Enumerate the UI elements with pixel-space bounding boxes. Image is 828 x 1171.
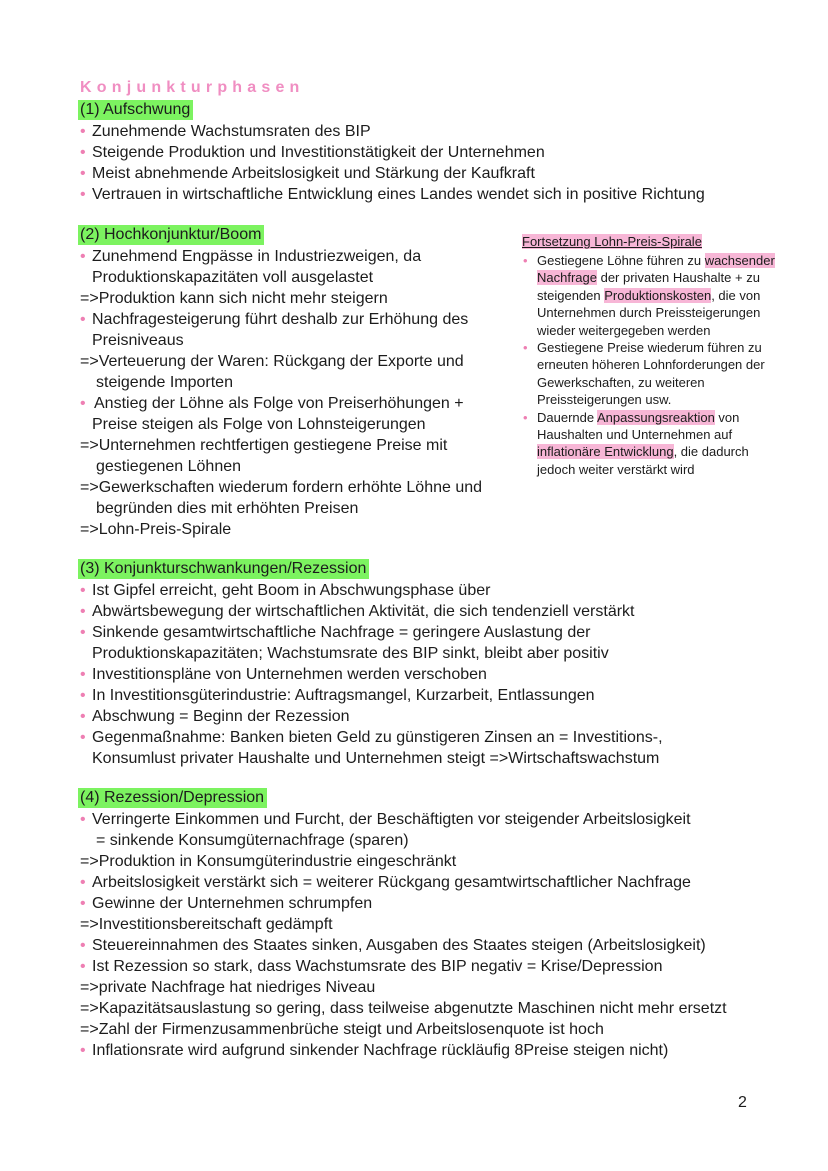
side-continuation-line: erneuten höheren Lohnforderungen der [537, 357, 765, 373]
arrow-line: =>Produktion kann sich nicht mehr steigern [80, 290, 388, 307]
continuation-line: Produktionskapazitäten voll ausgelastet [92, 269, 374, 286]
bullet-item: • Gegenmaßnahme: Banken bieten Geld zu günstigeren Zinsen an = Investitions-, [80, 727, 663, 748]
side-continuation-line: Nachfrage der privaten Haushalte + zu [537, 270, 760, 286]
bullet-item: • Ist Gipfel erreicht, geht Boom in Abschwungsphase über [80, 580, 663, 601]
bullet-item: • Meist abnehmende Arbeitslosigkeit und Stärkung der Kaufkraft [80, 163, 705, 184]
section-heading: (2) Hochkonjunktur/Boom [78, 225, 264, 245]
bullet-item: • Sinkende gesamtwirtschaftliche Nachfrage = geringere Auslastung der [80, 622, 663, 643]
arrow-line: =>Gewerkschaften wiederum fordern erhöhte Löhne und [80, 479, 483, 496]
bullet-item: • Gewinne der Unternehmen schrumpfen [80, 893, 727, 914]
bullet-item: • Abschwung = Beginn der Rezession [80, 706, 663, 727]
bullet-item: • Verringerte Einkommen und Furcht, der Beschäftigten vor steigender Arbeitslosigkeit [80, 809, 727, 830]
side-note-lohn-preis-spirale [522, 233, 802, 478]
continuation-line: = sinkende Konsumgüternachfrage (sparen) [96, 832, 409, 849]
section-aufschwung [80, 100, 705, 205]
arrow-line: =>Zahl der Firmenzusammenbrüche steigt und Arbeitslosenquote ist hoch [80, 1021, 604, 1038]
side-bullet-item: • Gestiegene Preise wiederum führen zu [522, 339, 802, 356]
section-rezession-depression [80, 788, 727, 1061]
side-note-title: Fortsetzung Lohn-Preis-Spirale [522, 234, 702, 249]
section-hochkonjunktur [80, 225, 482, 540]
side-continuation-line: inflationäre Entwicklung, die dadurch [537, 444, 749, 460]
arrow-line: =>Produktion in Konsumgüterindustrie eingeschränkt [80, 853, 457, 870]
continuation-line: begründen dies mit erhöhten Preisen [96, 500, 359, 517]
section-heading: (4) Rezession/Depression [78, 788, 267, 808]
bullet-item: • Anstieg der Löhne als Folge von Preiserhöhungen + [80, 393, 482, 414]
bullet-item: • Abwärtsbewegung der wirtschaftlichen Aktivität, die sich tendenziell verstärkt [80, 601, 663, 622]
continuation-line: Preisniveaus [92, 332, 184, 349]
continuation-line: Preise steigen als Folge von Lohnsteigerungen [92, 416, 426, 433]
side-bullet-item: • Gestiegene Löhne führen zu wachsender [522, 252, 802, 269]
arrow-line: =>Unternehmen rechtfertigen gestiegene Preise mit [80, 437, 448, 454]
continuation-line: gestiegenen Löhnen [96, 458, 242, 475]
section-heading: (1) Aufschwung [78, 100, 193, 120]
side-continuation-line: Unternehmen durch Preissteigerungen [537, 305, 761, 321]
bullet-item: • Ist Rezession so stark, dass Wachstumsrate des BIP negativ = Krise/Depression [80, 956, 727, 977]
side-continuation-line: Gewerkschaften, zu weiteren [537, 374, 705, 390]
bullet-item: • Arbeitslosigkeit verstärkt sich = weiterer Rückgang gesamtwirtschaftlicher Nachfrage [80, 872, 727, 893]
arrow-line: =>Lohn-Preis-Spirale [80, 521, 232, 538]
continuation-line: Produktionskapazitäten; Wachstumsrate des BIP sinkt, bleibt aber positiv [92, 645, 609, 662]
bullet-item: • Vertrauen in wirtschaftliche Entwicklung eines Landes wendet sich in positive Richtung [80, 184, 705, 205]
bullet-item: • Nachfragesteigerung führt deshalb zur Erhöhung des [80, 309, 482, 330]
bullet-item: • Steuereinnahmen des Staates sinken, Ausgaben des Staates steigen (Arbeitslosigkeit) [80, 935, 727, 956]
side-continuation-line: wieder weitergegeben werden [537, 322, 711, 338]
bullet-item: • Zunehmende Wachstumsraten des BIP [80, 121, 705, 142]
side-continuation-line: Preissteigerungen usw. [537, 392, 672, 408]
section-konjunkturschwankungen [80, 559, 663, 769]
continuation-line: Konsumlust privater Haushalte und Unternehmen steigt =>Wirtschaftswachstum [92, 750, 660, 767]
arrow-line: =>Kapazitätsauslastung so gering, dass teilweise abgenutzte Maschinen nicht mehr ersetzt [80, 1000, 727, 1017]
bullet-item: • In Investitionsgüterindustrie: Auftragsmangel, Kurzarbeit, Entlassungen [80, 685, 663, 706]
side-continuation-line: jedoch weiter verstärkt wird [537, 461, 695, 477]
bullet-item: • Investitionspläne von Unternehmen werden verschoben [80, 664, 663, 685]
bullet-item: • Inflationsrate wird aufgrund sinkender Nachfrage rückläufig 8Preise steigen nicht) [80, 1040, 727, 1061]
side-bullet-item: • Dauernde Anpassungsreaktion von [522, 409, 802, 426]
continuation-line: steigende Importen [96, 374, 233, 391]
arrow-line: =>Investitionsbereitschaft gedämpft [80, 916, 333, 933]
section-heading: (3) Konjunkturschwankungen/Rezession [78, 559, 369, 579]
side-continuation-line: Haushalten und Unternehmen auf [537, 427, 733, 443]
page-number: 2 [738, 1094, 747, 1111]
arrow-line: =>private Nachfrage hat niedriges Niveau [80, 979, 376, 996]
bullet-item: • Zunehmend Engpässe in Industriezweigen, da [80, 246, 482, 267]
arrow-line: =>Verteuerung der Waren: Rückgang der Exporte und [80, 353, 464, 370]
page-title: Konjunkturphasen [80, 79, 305, 96]
bullet-item: • Steigende Produktion und Investitionstätigkeit der Unternehmen [80, 142, 705, 163]
side-continuation-line: steigenden Produktionskosten, die von [537, 287, 761, 303]
